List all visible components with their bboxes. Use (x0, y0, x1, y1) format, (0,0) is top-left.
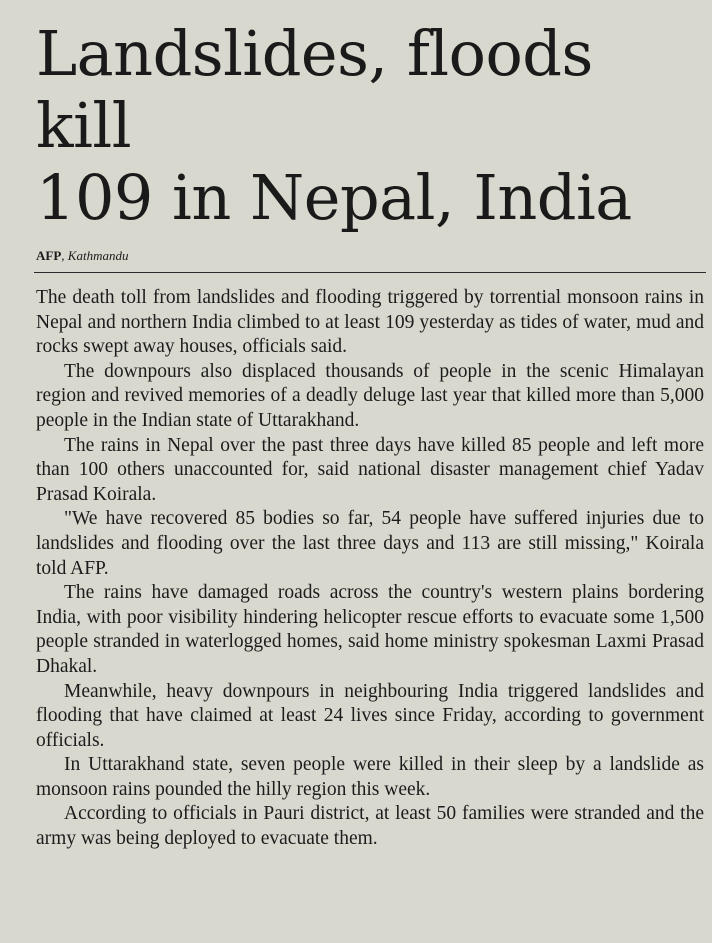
headline-line-2: 109 in Nepal, India (36, 161, 632, 234)
article-paragraph: "We have recovered 85 bodies so far, 54 people have suffered injuries due to landslides and flooding over the last three days and 113 are still missing," Koirala told AFP. (36, 508, 704, 579)
byline (36, 248, 696, 264)
article-paragraph: The death toll from landslides and flooding triggered by torrential monsoon rains in Nepal and northern India climbed to at least 109 yesterday as tides of water, mud and rocks swept away houses, officials said. (36, 287, 704, 358)
article-paragraph: The rains have damaged roads across the country's western plains bordering India, with poor visibility hindering helicopter rescue efforts to evacuate some 1,500 people stranded in waterlogged homes, said home ministry spokesman Laxmi Prasad Dhakal. (36, 582, 704, 677)
byline-agency: AFP (36, 248, 62, 263)
byline-divider (34, 272, 706, 273)
article-paragraph: Meanwhile, heavy downpours in neighbouring India triggered landslides and flooding that have claimed at least 24 lives since Friday, according to government officials. (36, 680, 704, 751)
headline (36, 18, 696, 234)
byline-dateline: Kathmandu (67, 248, 129, 263)
article-paragraph: According to officials in Pauri district, at least 50 families were stranded and the army was being deployed to evacuate them. (36, 803, 704, 850)
article-paragraph: The downpours also displaced thousands of people in the scenic Himalayan region and revived memories of a deadly deluge last year that killed more than 5,000 people in the Indian state of Uttarakhand. (36, 360, 704, 431)
byline-separator: , (61, 248, 68, 263)
article-paragraph: In Uttarakhand state, seven people were killed in their sleep by a landslide as monsoon rains pounded the hilly region this week. (36, 754, 704, 800)
headline-line-1: Landslides, floods kill (36, 17, 593, 162)
article-body (36, 286, 704, 852)
article-paragraph: The rains in Nepal over the past three days have killed 85 people and left more than 100 others unaccounted for, said national disaster management chief Yadav Prasad Koirala. (36, 434, 704, 505)
